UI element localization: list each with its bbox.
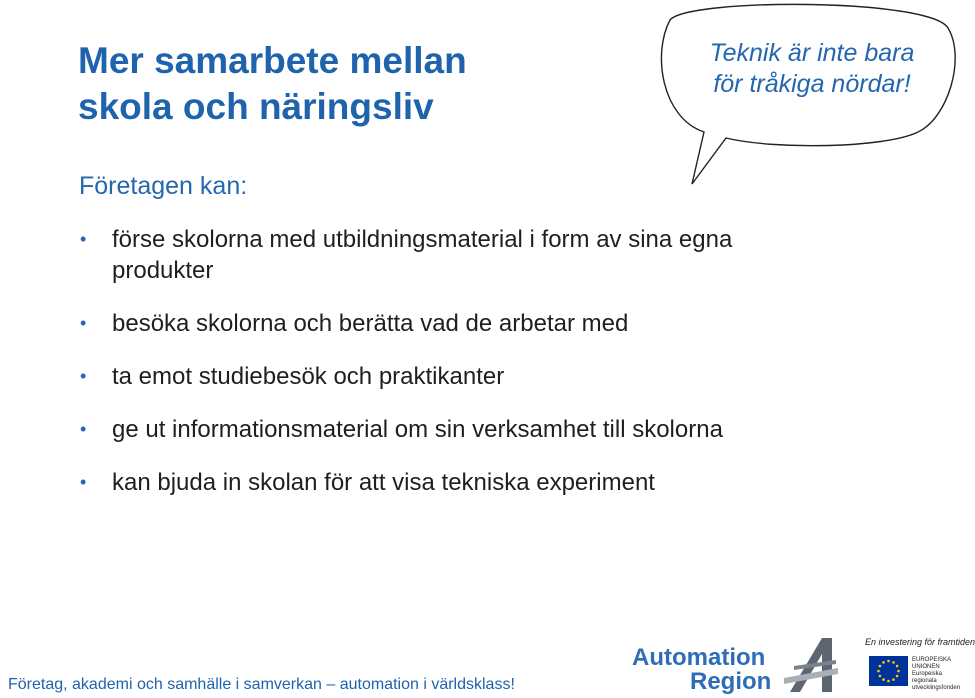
bullet-text: ge ut informationsmaterial om sin verksamhet till skolorna: [112, 416, 723, 443]
subheading: Företagen kan:: [79, 172, 248, 200]
automation-region-logo-word-1: Automation: [632, 644, 766, 671]
automation-region-logo-word-2: Region: [690, 668, 772, 695]
automation-region-logo: [632, 636, 842, 694]
bullet-item: [80, 467, 800, 498]
bullet-item: [80, 414, 800, 445]
slide-title: [78, 38, 598, 130]
eu-line-5: utvecklingsfonden: [912, 685, 961, 691]
eu-line-4: regionala: [912, 678, 937, 684]
callout-text: Teknik är inte bara för tråkiga nördar!: [709, 39, 915, 98]
bullet-icon: •: [80, 313, 87, 333]
bullet-text: kan bjuda in skolan för att visa tekniska experiment: [112, 469, 655, 496]
bullet-icon: •: [80, 472, 87, 492]
bullet-item: [80, 224, 800, 286]
speech-bubble-callout: [650, 0, 960, 190]
footer-tagline: Företag, akademi och samhälle i samverkan – automation i världsklass!: [8, 676, 515, 693]
eu-tagline: En investering för framtiden: [865, 637, 975, 647]
eu-line-3: Europeiska: [912, 671, 943, 677]
bullet-text: förse skolorna med utbildningsmaterial i form av sina egna produkter: [112, 226, 733, 284]
bullet-icon: •: [80, 419, 87, 439]
bullet-item: [80, 361, 800, 392]
automation-region-mark-icon: [782, 636, 840, 694]
eu-text-lines: [912, 657, 961, 692]
bullet-item: [80, 308, 800, 339]
bullet-icon: •: [80, 229, 87, 249]
bullet-text: besöka skolorna och berätta vad de arbetar med: [112, 310, 629, 337]
eu-line-2: UNIONEN: [912, 664, 940, 670]
slide-title-line-2: skola och näringsliv: [78, 86, 434, 127]
eu-line-1: EUROPEISKA: [912, 657, 952, 663]
eu-flag-icon: [869, 656, 908, 686]
bullet-text: ta emot studiebesök och praktikanter: [112, 363, 505, 390]
eu-funding-logo: [865, 637, 975, 694]
slide-title-line-1: Mer samarbete mellan: [78, 40, 467, 81]
bullet-icon: •: [80, 366, 87, 386]
bullet-list: [80, 224, 800, 498]
